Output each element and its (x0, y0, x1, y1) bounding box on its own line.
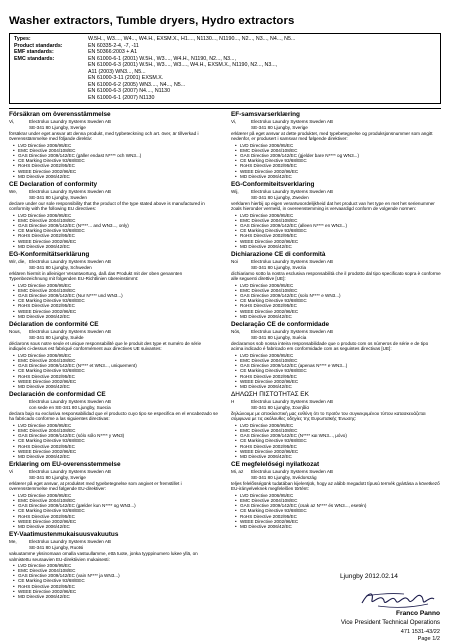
directive-item: • RoHS Directive 2002/95/EC (18, 233, 219, 238)
directive-item: • GAS Directive 2009/142/EC (gælder kun N**** og WN3...) (18, 503, 219, 508)
company-address: SE-341 80 Ljungby, Svédország (251, 474, 317, 480)
directive-item: • GAS Directive 2009/142/EC (sólo sólo N**** y WN3) (18, 433, 219, 438)
directive-item: • MD Directive 2006/42/EC (18, 384, 219, 389)
directive-item: • RoHS Directive 2002/95/EC (240, 233, 441, 238)
directive-item: • CE Marking Directive 93/68/EEC (240, 158, 441, 163)
directive-item: • RoHS Directive 2002/95/EC (18, 303, 219, 308)
declaration-text: försäkrar under eget ansvar att denna produkt, med typbeteckning och art. över, är tillverkad i överensstämmelse med följande direktiv: (9, 131, 199, 142)
directive-item: • LVD Directive 2006/95/EC (240, 353, 441, 358)
declarant-word (9, 399, 29, 404)
directive-item: • EMC Directive 2004/108/EC (240, 358, 441, 363)
directive-item: • MD Directive 2006/42/EC (240, 384, 441, 389)
directive-item: • LVD Directive 2006/95/EC (240, 213, 441, 218)
directive-item: • LVD Directive 2006/95/EC (18, 563, 219, 568)
directive-item: • LVD Directive 2006/95/EC (18, 423, 219, 428)
declaration-section (9, 251, 219, 319)
directive-list (9, 493, 219, 529)
declaration-text: dichiariamo sotto la nostra esclusiva responsabilità che il prodotto dal tipo specificato sopra è conforme alle seguenti direttive [UE]: (231, 271, 441, 282)
declarations-right-column (231, 111, 441, 601)
directive-item: • GAS Directive 2009/142/EC (csak az N**** és WN3..., esetén) (240, 503, 441, 508)
directive-item: • CE Marking Directive 93/68/EEC (18, 368, 219, 373)
company-name: Electrolux Laundry Systems Sweden AB (29, 119, 111, 125)
directive-item: • WEEE Directive 2002/96/EC (18, 239, 219, 244)
declaration-text: erklären hiermit in alleiniger Verantwortung, daß das Produkt mit der oben genannten Typenbezeichnung mit folgenden EU-Richtlinien übereinstimmt: (9, 271, 183, 282)
declaration-section (231, 251, 441, 319)
declarant-word: Nós, (231, 329, 241, 335)
directive-list (9, 563, 219, 599)
directive-list (231, 493, 441, 529)
declaration-heading: ΔΗΛΩΣΗ ΠΙΣΤΟΤΗΤΑΣ ΕΚ (231, 391, 309, 399)
declarant-word: Vi, (9, 119, 15, 125)
standards-value: A11 (2003) WN3..., N5... (88, 68, 146, 75)
directive-item: • CE Marking Directive 93/68/EEC (18, 438, 219, 443)
directive-item: • MD Directive 2006/42/EC (240, 314, 441, 319)
company-address: SE-341 80 Ljungby, Suède (29, 334, 84, 340)
company-name: Electrolux Laundry Systems Sweden AB (251, 329, 333, 335)
directive-item: • LVD Directive 2006/95/EC (18, 283, 219, 288)
standards-value: EN 50366:2003 + A1 (88, 49, 138, 55)
directive-item: • RoHS Directive 2002/95/EC (240, 444, 441, 449)
company-name: Electrolux Laundry Systems Sweden AB (29, 259, 111, 265)
company-name: Electrolux Laundry Systems Sweden AB (29, 469, 111, 475)
directive-item: • CE Marking Directive 93/68/EEC (240, 508, 441, 513)
directive-item: • WEEE Directive 2002/96/EC (240, 169, 441, 174)
declaration-text: declara bajo su exclusiva responsabilidad que el producto cuyo tipo se especifica en el encabezado se ha fabricado conforme a las siguientes directivas: (9, 411, 218, 422)
directive-item: • LVD Directive 2006/95/EC (240, 493, 441, 498)
declaration-section (9, 461, 219, 529)
directive-item: • LVD Directive 2006/95/EC (240, 143, 441, 148)
directive-list (231, 213, 441, 249)
declaration-heading: EF-samsvarserklæring (231, 111, 300, 118)
standards-value: EN 61000-6-1 (2001) W.5H., W3...., W4.H., N1190, N2..., N3..., (88, 55, 236, 62)
declaration-heading: CE megfelelőségi nyilatkozat (231, 461, 320, 469)
directive-item: • GAS Directive 2009/142/EC (solo N**** e WN3...) (240, 293, 441, 298)
company-address: SE-341 80 Ljungby, Svezia (251, 264, 307, 270)
company-name: Electrolux Laundry Systems Sweden AB (251, 469, 333, 475)
directive-item: • EMC Directive 2004/108/EC (240, 218, 441, 223)
declaration-section (231, 391, 441, 459)
standards-value: EN 61000-6-3 (2001) W.5H., W3...., W3...., W4.H., EXSM.X., N1190, N2..., N3..., (88, 62, 278, 68)
declaration-section (231, 111, 441, 179)
company-address: SE-341 80 Ljungby, Σουηδία (251, 404, 309, 410)
company-address: SE-341 80 Ljungby, Suécia (251, 334, 307, 340)
declarant-word: Wir, die, (9, 259, 26, 265)
directive-item: • WEEE Directive 2002/96/EC (18, 169, 219, 174)
directive-item: • WEEE Directive 2002/96/EC (18, 379, 219, 384)
directive-item: • CE Marking Directive 93/68/EEC (240, 228, 441, 233)
directive-item: • CE Marking Directive 93/68/EEC (18, 158, 219, 163)
directive-list (9, 283, 219, 319)
company-address: con sede en SE-341 80 Ljungby, Suecia (29, 404, 111, 410)
standards-value: EN 61000-3-11 (2001) EXSM.X. (88, 75, 164, 81)
directive-item: • WEEE Directive 2002/96/EC (240, 239, 441, 244)
standards-box (9, 33, 441, 104)
directive-item: • MD Directive 2006/42/EC (18, 314, 219, 319)
declaration-text: declare under our sole responsibility that the product of the type stated above is manufactured in conformity with the following EU directives: (9, 201, 205, 212)
directive-item: • WEEE Directive 2002/96/EC (240, 309, 441, 314)
declaration-section (9, 321, 219, 389)
declaration-text: verklaren hierbij op eigen verantwoordelijkheid dat het product van het type en met het serienummer zoals hieronder vermeld, in overeenstemming is vervaardigd conform de volgende normen: (231, 201, 435, 212)
directive-item: • GAS Directive 2009/142/EC (N****... and WN3..., only) (18, 223, 219, 228)
directive-item: • MD Directive 2006/42/EC (18, 174, 219, 179)
declarant-word: Wij, (231, 189, 239, 195)
declaration-text: erklærer på eget ansvar, at produktet med typebetegnelse som angivet er fremstillet i overensstemmelse med følgende EU-direktiver: (9, 481, 182, 492)
directive-item: • GAS Directive 2009/142/EC (apenas N**** e WN3...) (240, 363, 441, 368)
declarant-word: We, (9, 189, 18, 195)
declaration-section (9, 531, 219, 599)
directive-item: • MD Directive 2006/42/EC (240, 174, 441, 179)
directive-item: • LVD Directive 2006/95/EC (18, 493, 219, 498)
directive-item: • WEEE Directive 2002/96/EC (18, 589, 219, 594)
directive-item: • CE Marking Directive 93/68/EEC (18, 228, 219, 233)
declaration-heading: Erklæring om EU-overensstemmelse (9, 461, 121, 469)
directive-list (9, 423, 219, 459)
directive-item: • GAS Directive 2009/142/EC (alleen N**** en WN3...) (240, 223, 441, 228)
declaration-section (9, 391, 219, 459)
declarant-word: Nous, (9, 329, 22, 335)
directive-item: • RoHS Directive 2002/95/EC (240, 163, 441, 168)
company-name: Electrolux Laundry Systems Sweden AB (29, 329, 111, 335)
directive-item: • WEEE Directive 2002/96/EC (240, 449, 441, 454)
standards-value: W.5H.., W3...., W4..., W4.H., EXSM.X., H1...., N1130..., N1190..., N2..., N3..., N4..., N5... (88, 36, 296, 42)
company-address: SE-341 80 Ljungby, Sverige (29, 474, 86, 480)
directive-item: • EMC Directive 2004/108/EC (240, 498, 441, 503)
directive-item: • LVD Directive 2006/95/EC (18, 143, 219, 148)
directive-item: • EMC Directive 2004/108/EC (18, 288, 219, 293)
directive-item: • GAS Directive 2009/142/EC (Nur N**** und WN3...) (18, 293, 219, 298)
directive-list (231, 353, 441, 389)
declaration-heading: EY-Vaatimustenmukaisuusvakuutus (9, 531, 119, 539)
standards-row (14, 56, 436, 102)
declaration-heading: Dichiarazione CE di conformità (231, 251, 326, 259)
directive-item: • CE Marking Directive 93/68/EEC (18, 298, 219, 303)
directive-item: • EMC Directive 2004/108/EC (18, 148, 219, 153)
company-name: Electrolux Laundry Systems Sweden AB (29, 539, 111, 545)
document-title: Washer extractors, Tumble dryers, Hydro extractors (9, 15, 295, 27)
directive-list (231, 143, 441, 179)
directive-item: • EMC Directive 2004/108/EC (18, 568, 219, 573)
declarant-word: Mi, az (231, 469, 244, 475)
standards-values (88, 56, 436, 102)
declarant-word: Vi, (231, 119, 237, 125)
directive-item: • CE Marking Directive 93/68/EEC (240, 298, 441, 303)
directive-item: • CE Marking Directive 93/68/EEC (18, 578, 219, 583)
standards-value: EN 61000-6-1 (2007) N1130 (88, 94, 155, 101)
company-address: SE-341 80 Ljungby, Sweden (29, 194, 87, 200)
directive-item: • GAS Directive 2009/142/EC (N**** και WN3..., μόνο) (240, 433, 441, 438)
directive-list (231, 423, 441, 459)
declarant-word: Η (231, 399, 235, 405)
company-name: Electrolux Laundry Systems Sweden AB (251, 399, 333, 405)
declaration-heading: Declaración de conformidad CE (9, 391, 106, 399)
declaration-heading: Déclaration de conformité CE (9, 321, 99, 329)
directive-item: • MD Directive 2006/42/EC (240, 454, 441, 459)
directive-item: • EMC Directive 2004/108/EC (18, 358, 219, 363)
company-name: Electrolux Laundry Systems Sweden AB (251, 189, 333, 195)
directive-item: • MD Directive 2006/42/EC (18, 244, 219, 249)
directive-item: • WEEE Directive 2002/96/EC (240, 379, 441, 384)
directive-item: • GAS Directive 2009/142/EC (gjelder bare N**** og WN3...) (240, 153, 441, 158)
company-address: SE-341 80 Ljungby, Schweden (29, 264, 92, 270)
directive-item: • LVD Directive 2006/95/EC (240, 283, 441, 288)
directive-item: • GAS Directive 2009/142/EC (N**** et WN3..., uniquement) (18, 363, 219, 368)
directive-list (9, 353, 219, 389)
directive-item: • MD Directive 2006/42/EC (18, 594, 219, 599)
directive-item: • GAS Directive 2009/142/EC (gäller endast N**** och WN3...) (18, 153, 219, 158)
standards-label: Types: (14, 36, 31, 42)
directive-item: • LVD Directive 2006/95/EC (240, 423, 441, 428)
standards-value: EN 61000-6-3 (2007) N4...., N1130 (88, 88, 171, 94)
declaration-text: vakuutamme yksinomaan omalla vastuullamme, että tuote, jonka tyyppinumero lukee yllä, on valmistettu seuraavien EU-direktiivien mukaisesti: (9, 551, 198, 562)
directive-item: • RoHS Directive 2002/95/EC (18, 584, 219, 589)
directive-list (9, 143, 219, 179)
declaration-heading: EG-Konformitätserklärung (9, 251, 90, 259)
declaration-text: teljes felelősségünk tudatában kijelentjük, hogy az alább megadott típusú termék gyártása a következő EU-irányelveknek megfelelően történt: (231, 481, 440, 492)
signatory-title: Vice President Technical Operations (340, 619, 440, 626)
directive-item: • RoHS Directive 2002/95/EC (18, 374, 219, 379)
directive-item: • RoHS Directive 2002/95/EC (240, 374, 441, 379)
declaration-heading: Declaração CE de conformidade (231, 321, 330, 329)
directive-item: • WEEE Directive 2002/96/EC (18, 519, 219, 524)
declarations-left-column (9, 111, 219, 601)
declaration-heading: EG-Conformiteitsverklaring (231, 181, 315, 189)
company-name: Electrolux Laundry Systems Sweden AB (251, 259, 333, 265)
standards-value: EN 61000-6-2 (2005) WN3...., N4..., N5... (88, 81, 186, 88)
declarations (9, 111, 441, 601)
standards-label: Product standards: (14, 42, 63, 49)
directive-item: • EMC Directive 2004/108/EC (18, 428, 219, 433)
directive-item: • WEEE Directive 2002/96/EC (18, 449, 219, 454)
directive-item: • WEEE Directive 2002/96/EC (18, 309, 219, 314)
directive-item: • WEEE Directive 2002/96/EC (240, 519, 441, 524)
directive-item: • EMC Directive 2004/108/EC (18, 218, 219, 223)
directive-item: • RoHS Directive 2002/95/EC (18, 163, 219, 168)
declaration-section (231, 461, 441, 529)
directive-item: • CE Marking Directive 93/68/EEC (240, 438, 441, 443)
declaration-text: δηλώνουμε με αποκλειστική μας ευθύνη ότι το προϊόν του συγκεκριμένου τύπου κατασκευάζεται σύμφωνα με τις ακόλουθες οδηγίες της Ευρωπαϊκής Ένωσης: (231, 411, 426, 422)
directive-item: • EMC Directive 2004/108/EC (18, 498, 219, 503)
directive-item: • RoHS Directive 2002/95/EC (18, 514, 219, 519)
declaration-heading: Försäkran om överensstämmelse (9, 111, 111, 118)
declaration-section (231, 321, 441, 389)
declaration-section (9, 181, 219, 249)
declaration-text: declaramos sob nossa inteira responsabilidade que o produto com os números de série e de tipo acima indicado é fabricado em conformidade com as seguintes directivas [UE]: (231, 341, 429, 352)
declarant-word: Me, (9, 539, 17, 545)
page-number: Page 1/2 (417, 636, 440, 642)
company-address: SE-341 80 Ljungby, Sverige (29, 124, 86, 130)
declaration-text: déclarons sous notre seule et unique responsabilité que le produit des type et numéro de série indiqués ci-dessus est fabriqué conformément aux directives UE suivantes: (9, 341, 202, 352)
signature-date: Ljungby 2012.02.14 (340, 573, 398, 580)
declarant-word: Noi (231, 259, 238, 265)
directive-item: • MD Directive 2006/42/EC (18, 524, 219, 529)
declarant-word: Vi (9, 469, 14, 475)
directive-item: • LVD Directive 2006/95/EC (18, 353, 219, 358)
directive-item: • MD Directive 2006/42/EC (18, 454, 219, 459)
declaration-section (231, 181, 441, 249)
directive-item: • EMC Directive 2004/108/EC (240, 288, 441, 293)
declaration-text: erklærer på eget ansvar at dette produktet, med typebetegnelse og produksjonsnummer som angitt nedenfor, er produsert i samsvar med følgende direktiver: (231, 131, 433, 142)
directive-item: • EMC Directive 2004/108/EC (240, 428, 441, 433)
declaration-section (9, 111, 219, 179)
company-address: SE-341 80 Ljungby, Ruotsi (29, 544, 84, 550)
standards-label: EMF standards: (14, 49, 54, 55)
directive-item: • MD Directive 2006/42/EC (240, 244, 441, 249)
directive-item: • EMC Directive 2004/108/EC (240, 148, 441, 153)
company-name: Electrolux Laundry Systems Sweden AB (29, 189, 111, 195)
standards-value: EN 60335-2-4, -7, -11 (88, 42, 139, 49)
declaration-heading: CE Declaration of conformity (9, 181, 98, 189)
company-address: SE-341 80 Ljungby, Sverige (251, 124, 308, 130)
directive-item: • CE Marking Directive 93/68/EEC (240, 368, 441, 373)
directive-list (9, 213, 219, 249)
document-number: 471 1531-43/22 (400, 629, 440, 635)
company-name: Electrolux Laundry Systems Sweden AB (29, 399, 111, 405)
standards-label: EMC standards: (14, 55, 55, 62)
divider (9, 108, 441, 109)
directive-item: • MD Directive 2006/42/EC (240, 524, 441, 529)
signatory-name: Franco Panno (396, 610, 440, 617)
directive-item: • LVD Directive 2006/95/EC (18, 213, 219, 218)
directive-list (231, 283, 441, 319)
directive-item: • GAS Directive 2009/142/EC (vain N**** ja WN3...) (18, 573, 219, 578)
directive-item: • CE Marking Directive 93/68/EEC (18, 508, 219, 513)
company-name: Electrolux Laundry Systems Sweden AB (251, 119, 333, 125)
directive-item: • RoHS Directive 2002/95/EC (18, 444, 219, 449)
directive-item: • RoHS Directive 2002/95/EC (240, 514, 441, 519)
directive-item: • RoHS Directive 2002/95/EC (240, 303, 441, 308)
company-address: SE-341 80 Ljungby, Zweden (251, 194, 309, 200)
